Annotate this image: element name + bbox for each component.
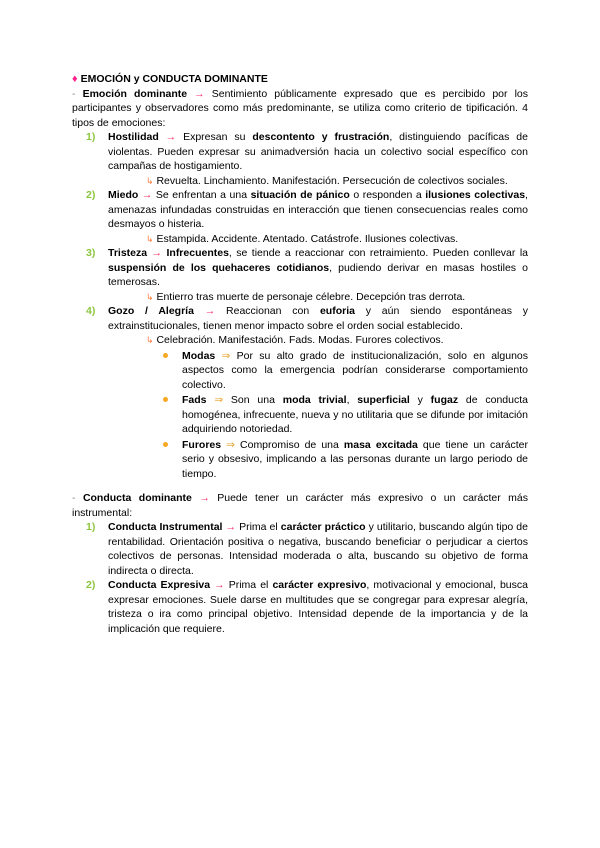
arrow-icon: → [147, 247, 167, 259]
list-number: 1) [86, 521, 96, 533]
arrow-icon: ⇒ [221, 438, 241, 451]
document-page [72, 72, 528, 636]
list-number: 3) [86, 247, 96, 259]
text-run: , distinguiendo pacíficas de violentas. Pueden expresar su animadversión hacia un colectivo social específico con campañas de hostigamiento. [108, 131, 528, 172]
bullet-dot-icon [163, 397, 168, 402]
bullet-dot-icon [163, 442, 168, 447]
return-arrow-icon: ↳ [146, 291, 154, 302]
conductas-list [72, 520, 528, 636]
bold-term: ilusiones colectivas [425, 189, 526, 201]
term-emocion-dominante: Emoción dominante [82, 87, 188, 100]
dash: - [72, 87, 76, 100]
bold-term: Conducta Expresiva [108, 579, 211, 591]
examples-line [72, 333, 528, 348]
term-conducta-dominante: Conducta dominante [82, 492, 192, 504]
bold-term: Miedo [108, 189, 139, 201]
bold-term: carácter expresivo [272, 579, 367, 591]
bold-term: superficial [357, 394, 410, 406]
bold-term: Furores [182, 438, 222, 451]
text-run: y [409, 394, 431, 406]
subtipo-item [72, 393, 528, 437]
dash: - [72, 492, 76, 504]
return-arrow-icon: ↳ [146, 175, 154, 186]
arrow-icon: → [194, 87, 205, 100]
examples-text: Celebración. Manifestación. Fads. Modas. Furores colectivos. [153, 334, 444, 346]
conducta-item [72, 520, 528, 578]
definition-text: Puede tener un carácter más expresivo o un carácter más instrumental: [72, 492, 529, 519]
bold-term: Tristeza [108, 247, 148, 259]
text-run: Por su alto grado de institucionalización, solo en algunos aspectos como la emergencia podrían considerarse comportamiento colectivo. [182, 349, 528, 391]
emocion-dominante-definition [72, 87, 528, 131]
arrow-icon: → [138, 189, 156, 201]
bold-term: Conducta Instrumental [108, 521, 223, 533]
bold-term: Fads [182, 394, 207, 406]
text-run: Son una [230, 394, 283, 406]
text-run: Expresan su [183, 131, 253, 143]
text-run: y aún siendo espontáneas y extrainstitucionales, tienen menor impacto sobre el orden social establecido. [108, 305, 528, 332]
examples-text: Entierro tras muerte de personaje célebre. Decepción tras derrota. [153, 290, 466, 303]
list-number: 2) [86, 579, 96, 591]
bold-term: Gozo / Alegría [108, 305, 194, 317]
text-run: y utilitario, buscando algún tipo de rentabilidad. Orientación positiva o negativa, buscando beneficiar o perjudicar a ciertos colectivos de personas. Intensidad moderada o alta, buscando su objetivo de forma indirecta o directa. [108, 521, 528, 577]
bold-term: suspensión de los quehaceres cotidianos [108, 261, 330, 274]
text-run: Se enfrentan a una [155, 189, 251, 201]
subtipo-item [72, 349, 528, 393]
arrow-icon: → [222, 521, 240, 533]
emocion-item [72, 130, 528, 174]
return-arrow-icon: ↳ [146, 335, 154, 345]
bold-term: moda trivial [282, 394, 347, 406]
diamond-bullet-icon: ♦ [72, 73, 78, 85]
text-run: , [346, 394, 358, 406]
examples-text: Estampida. Accidente. Atentado. Catástrofe. Ilusiones colectivas. [153, 232, 459, 245]
text-run: , se tiende a reaccionar con retraimiento. Pueden conllevar la [228, 247, 528, 259]
emocion-item [72, 188, 528, 232]
bold-term: Hostilidad [108, 131, 159, 143]
list-number: 2) [86, 189, 96, 201]
bold-term: fugaz [430, 394, 459, 406]
list-number: 1) [86, 131, 96, 143]
emocion-item [72, 246, 528, 290]
text-run: Prima el [239, 521, 281, 533]
bold-term: euforia [319, 305, 355, 317]
text-run: , motivacional y emocional, busca expresar emociones. Suele darse en multitudes que se congregar para expresar alegría, tristeza o ira como principal objetivo. Intensidad depende de la importancia y de la implicación que requiere. [108, 579, 528, 635]
section-title [72, 72, 528, 87]
examples-line [72, 290, 528, 305]
examples-line [72, 232, 528, 247]
text-run: , pudiendo derivar en masas hostiles o temerosas. [108, 261, 528, 288]
conducta-item [72, 578, 528, 636]
arrow-icon: → [158, 131, 184, 143]
section-title-text: EMOCIÓN y CONDUCTA DOMINANTE [80, 73, 268, 85]
conducta-dominante-definition [72, 491, 528, 520]
arrow-icon: → [199, 492, 210, 504]
bold-term: Infrecuentes [166, 247, 229, 259]
text-run: Reaccionan con [226, 305, 320, 317]
text-run: Compromiso de una [240, 438, 344, 451]
subtipo-item [72, 438, 528, 482]
return-arrow-icon: ↳ [146, 233, 154, 244]
bold-term: situación de pánico [250, 189, 350, 201]
text-run: Prima el [228, 579, 273, 591]
bold-term: descontento y frustración [252, 131, 390, 143]
text-run: de conducta homogénea, infrecuente, nueva y no utilitaria que se difunde por imitación adquiriendo notoriedad. [182, 394, 528, 435]
arrow-icon: ⇒ [215, 349, 237, 362]
emociones-list [72, 130, 528, 481]
text-run: o responden a [349, 189, 426, 201]
examples-text: Revuelta. Linchamiento. Manifestación. Persecución de colectivos sociales. [153, 174, 508, 187]
bold-term: carácter práctico [280, 521, 366, 533]
examples-line [72, 174, 528, 189]
text-run: , amenazas infundadas construidas en interacción que tienen consecuencias reales como desmayos o histeria. [108, 189, 528, 230]
list-number: 4) [86, 305, 96, 317]
definition-text: Sentimiento públicamente expresado que es percibido por los participantes y observadores como más predominante, se utiliza como criterio de tipificación. 4 tipos de emociones: [72, 87, 528, 129]
arrow-icon: ⇒ [206, 394, 231, 406]
bold-term: masa excitada [343, 438, 418, 451]
emocion-item [72, 304, 528, 333]
arrow-icon: → [193, 305, 227, 317]
bold-term: Modas [182, 349, 216, 362]
arrow-icon: → [210, 579, 229, 591]
text-run: que tiene un carácter serio y obsesivo, implicando a las personas durante un largo periodo de tiempo. [182, 438, 528, 480]
bullet-dot-icon [163, 353, 168, 358]
